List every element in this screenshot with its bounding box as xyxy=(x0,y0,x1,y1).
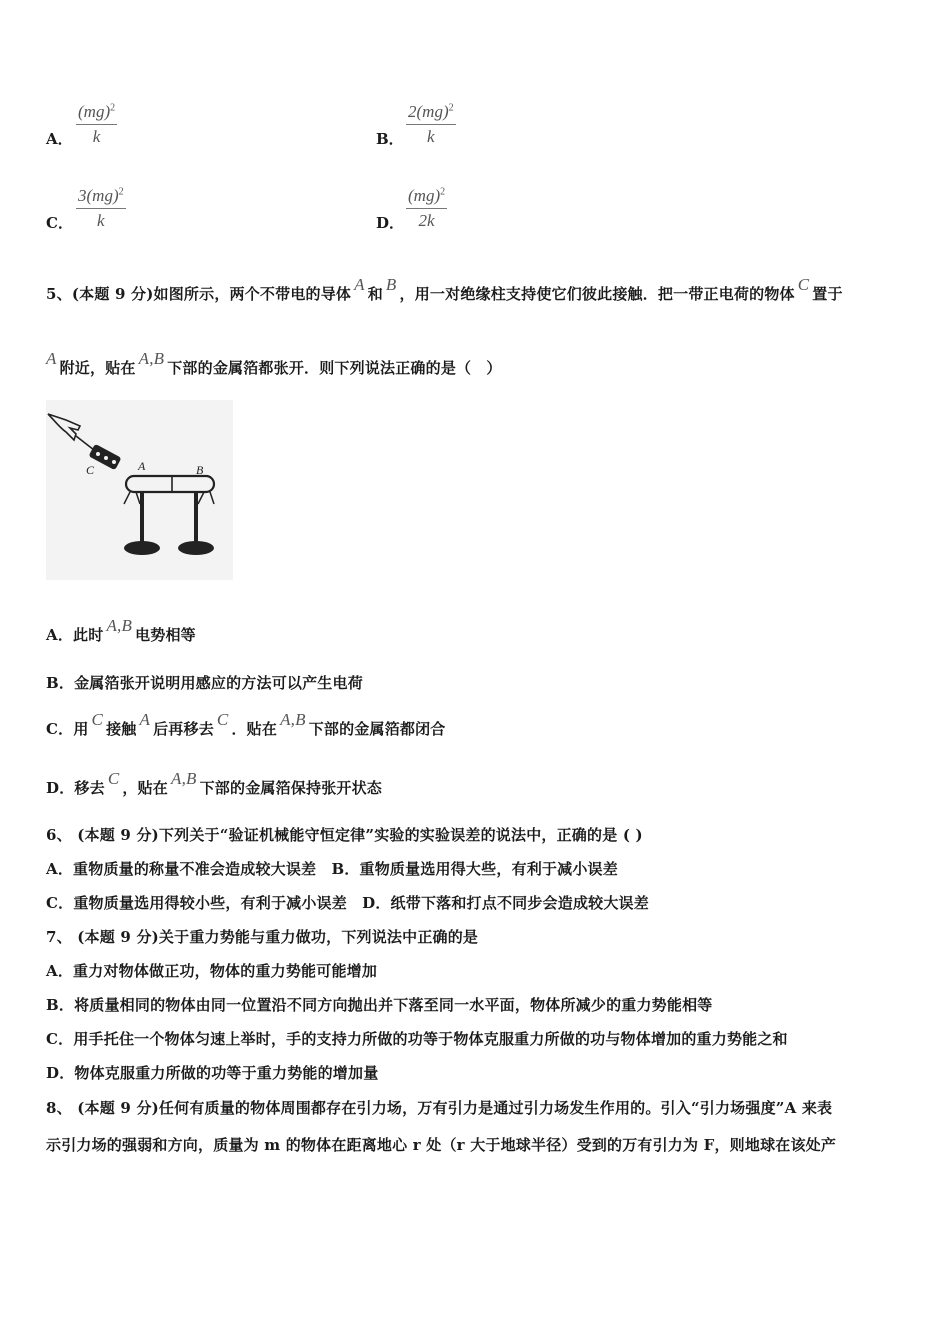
option-d-formula: $\frac{(mg)^2}{2k}$ xyxy=(408,186,446,230)
q8-stem-line2: 示引力场的强弱和方向，质量为 m 的物体在距离地心 r 处（r 大于地球半径）受到的万有引力为 F，则地球在该处产 xyxy=(46,1136,837,1154)
q6-stem: 6、 (本题 9 分)下列关于“验证机械能守恒定律”实验的实验误差的说法中，正确的是 ( ) xyxy=(46,826,643,844)
q5-option-c: C．用 C 接触 A 后再移去 C ．贴在 A,B 下部的金属箔都闭合 xyxy=(46,710,446,738)
q5-figure xyxy=(46,400,233,580)
q5-option-a: A．此时 A,B 电势相等 xyxy=(46,616,196,644)
q7-option-a: A．重力对物体做正功，物体的重力势能可能增加 xyxy=(46,962,378,980)
figure-label-c: C xyxy=(86,463,95,477)
q5-option-b: B．金属箔张开说明用感应的方法可以产生电荷 xyxy=(46,674,363,692)
option-d-label: D． xyxy=(376,214,405,232)
option-b-formula: $\frac{2(mg)^2}{k}$ xyxy=(408,102,454,146)
option-c-formula: $\frac{3(mg)^2}{k}$ xyxy=(78,186,124,230)
option-a-formula: $\frac{(mg)^2}{k}$ xyxy=(78,102,116,146)
figure-label-b: B xyxy=(196,463,204,477)
q7-option-d: D．物体克服重力所做的功等于重力势能的增加量 xyxy=(46,1064,379,1082)
q8-stem-line1: 8、 (本题 9 分)任何有质量的物体周围都存在引力场，万有引力是通过引力场发生作用的。引入“引力场强度”A 来表 xyxy=(46,1099,833,1117)
option-c-label: C． xyxy=(46,214,73,232)
figure-label-a: A xyxy=(138,459,146,473)
option-b-label: B． xyxy=(376,130,404,148)
q5-stem-line2: A 附近，贴在 A,B 下部的金属箔都张开．则下列说法正确的是（ ） xyxy=(46,349,502,377)
option-a-label: A． xyxy=(46,130,73,148)
q7-stem: 7、 (本题 9 分)关于重力势能与重力做功，下列说法中正确的是 xyxy=(46,928,479,946)
q7-option-b: B．将质量相同的物体由同一位置沿不同方向抛出并下落至同一水平面，物体所减少的重力势能相等 xyxy=(46,996,713,1014)
q6-options-row2: C．重物质量选用得较小些，有利于减小误差 D．纸带下落和打点不同步会造成较大误差 xyxy=(46,894,649,912)
q6-options-row1: A．重物质量的称量不准会造成较大误差 B．重物质量选用得大些，有利于减小误差 xyxy=(46,860,618,878)
q5-stem-line1: 5、(本题 9 分)如图所示，两个不带电的导体 A 和 B ，用一对绝缘柱支持使它们彼此接触．把一带正电荷的物体 C 置于 xyxy=(46,275,843,303)
q5-option-d: D．移去 C ，贴在 A,B 下部的金属箔保持张开状态 xyxy=(46,769,383,797)
q7-option-c: C．用手托住一个物体匀速上举时，手的支持力所做的功等于物体克服重力所做的功与物体增加的重力势能之和 xyxy=(46,1030,788,1048)
